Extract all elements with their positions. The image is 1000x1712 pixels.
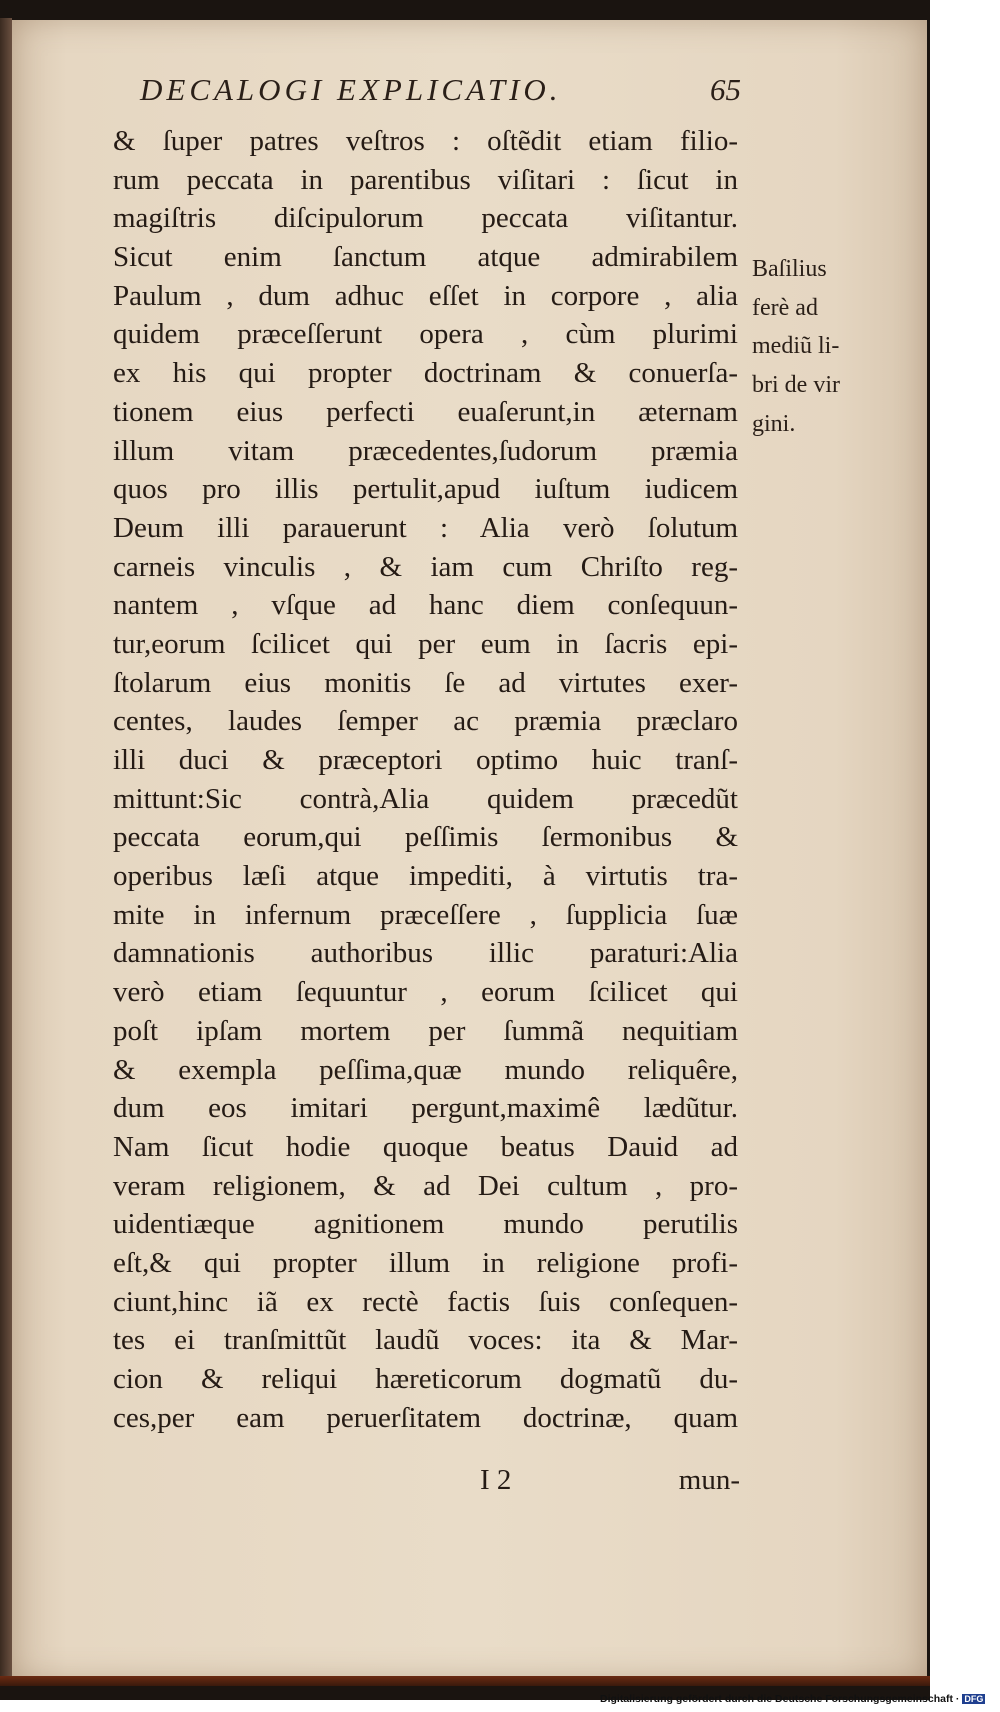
text-line: mittunt:Sic contrà,Alia quidem præcedũt	[113, 782, 738, 815]
text-line: mite in infernum præceſſere , ſupplicia ſuæ	[113, 898, 738, 931]
signature-mark: I 2	[480, 1464, 512, 1496]
dfg-logo: DFG	[964, 1694, 984, 1705]
text-line: operibus læſi atque impediti, à virtutis tra-	[113, 860, 738, 893]
text-line: tes ei tranſmittũt laudũ voces: ita & Mar-	[113, 1324, 738, 1357]
text-line: Paulum , dum adhuc eſſet in corpore , alia	[113, 279, 738, 312]
marginal-note-line: ferè ad	[752, 294, 818, 321]
text-line: tionem eius perfecti euaſerunt,in æternam	[113, 395, 738, 428]
text-line: peccata eorum,qui peſſimis ſermonibus &	[113, 821, 738, 854]
marginal-note-line: gini.	[752, 410, 796, 437]
text-line: tur,eorum ſcilicet qui per eum in ſacris epi-	[113, 627, 738, 660]
text-line: dum eos imitari pergunt,maximê lædũtur.	[113, 1092, 738, 1125]
text-line: quos pro illis pertulit,apud iuſtum iudicem	[113, 473, 738, 506]
catchword: mun-	[678, 1464, 740, 1496]
text-line: Nam ſicut hodie quoque beatus Dauid ad	[113, 1130, 738, 1163]
text-line: ciunt,hinc iã ex rectè factis ſuis conſequen-	[113, 1285, 738, 1318]
running-title: DECALOGI EXPLICATIO.	[140, 72, 562, 107]
text-line: eſt,& qui propter illum in religione profi-	[113, 1246, 738, 1279]
text-line: centes, laudes ſemper ac præmia præclaro	[113, 705, 738, 738]
main-text-block	[113, 122, 738, 1437]
text-line: carneis vinculis , & iam cum Chriſto reg-	[113, 550, 738, 583]
page-bottom-edge	[0, 1676, 930, 1686]
text-line: & ſuper patres veſtros : oſtẽdit etiam filio-	[113, 125, 738, 157]
text-line: rum peccata in parentibus viſitari : ſicut in	[113, 163, 738, 196]
text-line: quidem præceſſerunt opera , cùm plurimi	[113, 318, 738, 351]
text-line: & exempla peſſima,quæ mundo reliquêre,	[113, 1053, 738, 1086]
text-line: Sicut enim ſanctum atque admirabilem	[113, 241, 738, 274]
page-number: 65	[710, 72, 741, 107]
text-line: nantem , vſque ad hanc diem conſequun-	[113, 589, 738, 622]
text-line: magiſtris diſcipulorum peccata viſitantur.	[113, 202, 738, 235]
digitization-credit-text: Digitalisierung gefördert durch die Deutsche Forschungsgemeinschaft ·	[600, 1693, 960, 1705]
text-line: illi duci & præceptori optimo huic tranſ-	[113, 744, 738, 776]
text-line: illum vitam præcedentes,ſudorum præmia	[113, 434, 738, 467]
text-line: Deum illi parauerunt : Alia verò ſolutum	[113, 511, 738, 544]
page-gutter-shadow	[0, 18, 12, 1678]
text-line: uidentiæque agnitionem mundo perutilis	[113, 1208, 738, 1241]
text-line: veram religionem, & ad Dei cultum , pro-	[113, 1169, 738, 1202]
marginal-note-line: bri de vir	[752, 372, 840, 399]
marginal-note	[752, 250, 882, 443]
catchline	[480, 1464, 740, 1504]
text-line: ex his qui propter doctrinam & conuerſa-	[113, 357, 738, 390]
digitization-credit	[600, 1693, 985, 1709]
text-line: cion & reliqui hæreticorum dogmatũ du-	[113, 1363, 738, 1395]
text-line: damnationis authoribus illic paraturi:Alia	[113, 937, 738, 970]
marginal-note-line: Baſilius	[752, 256, 827, 282]
text-line: verò etiam ſequuntur , eorum ſcilicet qui	[113, 976, 738, 1009]
text-line: poſt ipſam mortem per ſummã nequitiam	[113, 1014, 738, 1047]
marginal-note-line: mediũ li-	[752, 333, 840, 360]
text-line: ces,per eam peruerſitatem doctrinæ, quam	[113, 1401, 738, 1434]
text-line: ſtolarum eius monitis ſe ad virtutes exer-	[113, 666, 738, 699]
